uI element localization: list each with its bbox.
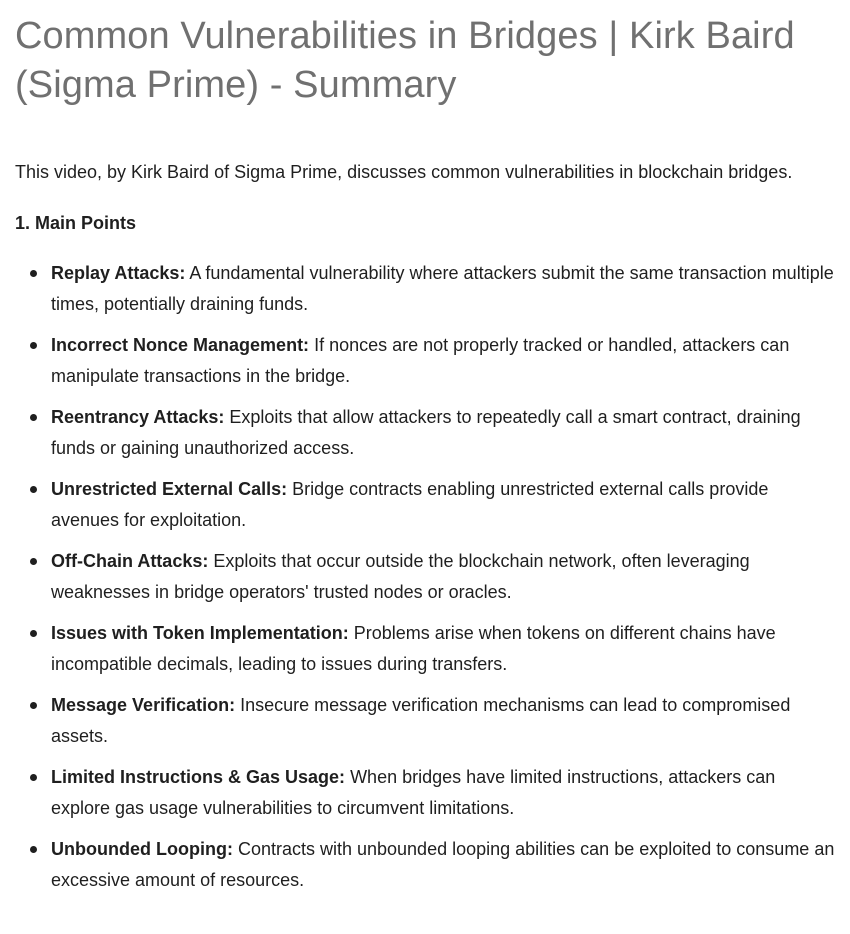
bullet-icon <box>30 846 37 853</box>
point-term: Reentrancy Attacks: <box>51 407 225 427</box>
bullet-icon <box>30 414 37 421</box>
bullet-icon <box>30 774 37 781</box>
point-term: Off-Chain Attacks: <box>51 551 209 571</box>
point-text: If nonces are not properly tracked or handled, attackers can manipulate transactions in the bridge. <box>51 335 790 386</box>
list-item <box>15 618 836 680</box>
point-term: Message Verification: <box>51 695 236 715</box>
point-term: Unrestricted External Calls: <box>51 479 288 499</box>
list-item <box>15 546 836 608</box>
list-item <box>15 330 836 392</box>
list-item <box>15 690 836 752</box>
list-item <box>15 762 836 824</box>
point-term: Replay Attacks: <box>51 263 186 283</box>
point-text: When bridges have limited instructions, attackers can explore gas usage vulnerabilities to circumvent limitations. <box>51 767 776 818</box>
bullet-icon <box>30 486 37 493</box>
list-item <box>15 834 836 896</box>
point-term: Limited Instructions & Gas Usage: <box>51 767 346 787</box>
point-text: Insecure message verification mechanisms can lead to compromised assets. <box>51 695 791 746</box>
point-term: Unbounded Looping: <box>51 839 233 859</box>
bullet-icon <box>30 270 37 277</box>
bullet-icon <box>30 342 37 349</box>
list-item <box>15 402 836 464</box>
intro-paragraph: This video, by Kirk Baird of Sigma Prime, discusses common vulnerabilities in blockchain bridges. <box>15 162 793 182</box>
point-text: Problems arise when tokens on different chains have incompatible decimals, leading to issues during transfers. <box>51 623 776 674</box>
section-heading-main-points: 1. Main Points <box>15 213 137 233</box>
page-title: Common Vulnerabilities in Bridges | Kirk Baird (Sigma Prime) - Summary <box>15 15 795 106</box>
point-text: Exploits that occur outside the blockchain network, often leveraging weaknesses in bridge operators' trusted nodes or oracles. <box>51 551 750 602</box>
point-text: Contracts with unbounded looping abilities can be exploited to consume an excessive amount of resources. <box>51 839 835 890</box>
bullet-icon <box>30 630 37 637</box>
list-item <box>15 474 836 536</box>
point-text: Bridge contracts enabling unrestricted external calls provide avenues for exploitation. <box>51 479 769 530</box>
main-points-list <box>15 258 836 896</box>
point-term: Issues with Token Implementation: <box>51 623 349 643</box>
point-text: A fundamental vulnerability where attackers submit the same transaction multiple times, potentially draining funds. <box>51 263 834 314</box>
list-item <box>15 258 836 320</box>
point-text: Exploits that allow attackers to repeatedly call a smart contract, draining funds or gaining unauthorized access. <box>51 407 801 458</box>
point-term: Incorrect Nonce Management: <box>51 335 310 355</box>
bullet-icon <box>30 558 37 565</box>
bullet-icon <box>30 702 37 709</box>
